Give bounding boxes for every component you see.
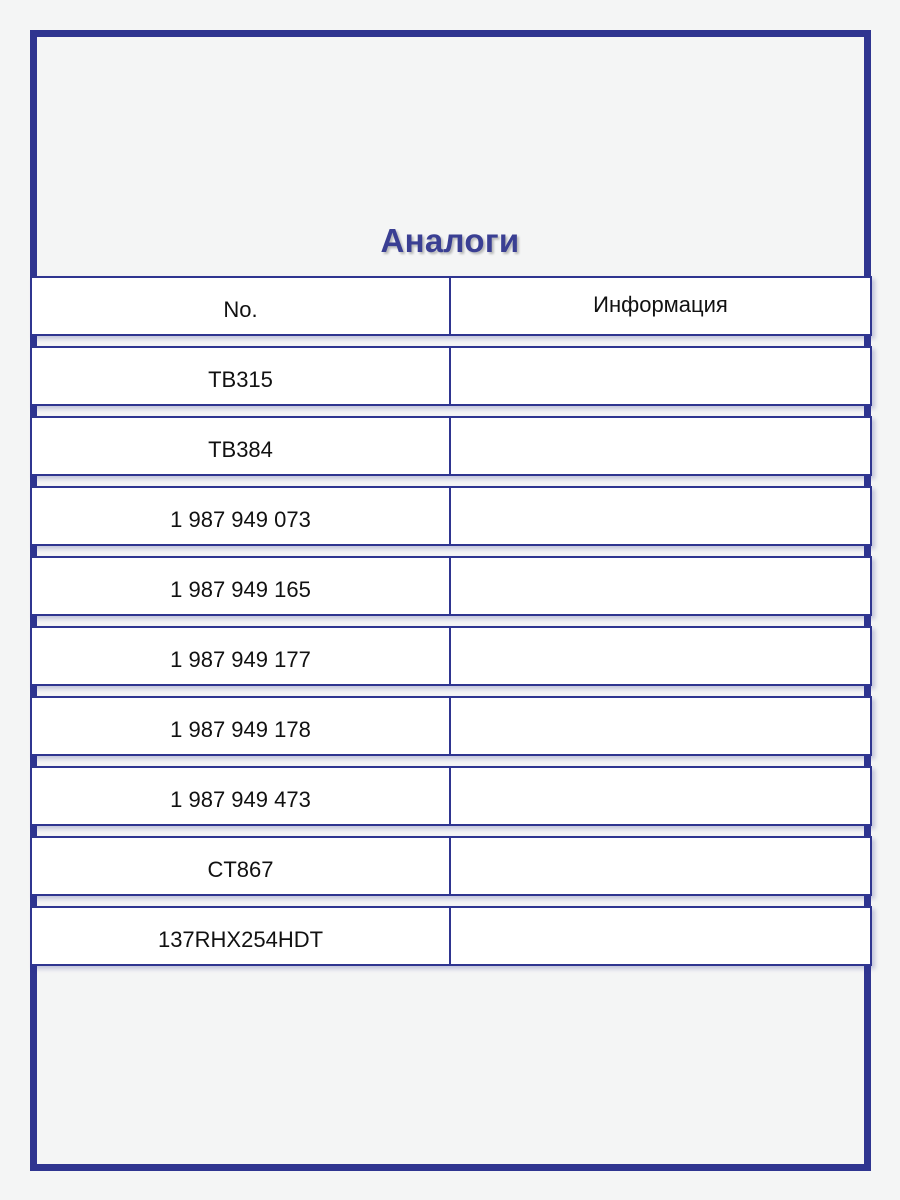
info-cell (451, 418, 870, 474)
table-row (30, 766, 872, 826)
info-cell (451, 768, 870, 824)
table-row (30, 556, 872, 616)
table-row (30, 836, 872, 896)
column-header-no: No. (32, 278, 451, 334)
info-cell (451, 698, 870, 754)
part-number-cell: 1 987 949 073 (32, 488, 451, 544)
info-cell (451, 908, 870, 964)
info-cell (451, 558, 870, 614)
info-cell (451, 348, 870, 404)
part-number-cell: 137RHX254HDT (32, 908, 451, 964)
table-row (30, 346, 872, 406)
part-number-cell: 1 987 949 177 (32, 628, 451, 684)
table-row (30, 906, 872, 966)
table-header-row (30, 276, 872, 336)
part-number-cell: TB384 (32, 418, 451, 474)
info-cell (451, 838, 870, 894)
table-row (30, 696, 872, 756)
part-number-cell: CT867 (32, 838, 451, 894)
table-row (30, 486, 872, 546)
part-number-cell: 1 987 949 473 (32, 768, 451, 824)
info-cell (451, 488, 870, 544)
table-row (30, 626, 872, 686)
column-header-info: Информация (593, 292, 728, 317)
part-number-cell: 1 987 949 178 (32, 698, 451, 754)
part-number-cell: TB315 (32, 348, 451, 404)
info-cell (451, 628, 870, 684)
page-title: Аналоги (380, 222, 520, 259)
table-row (30, 416, 872, 476)
part-number-cell: 1 987 949 165 (32, 558, 451, 614)
analogs-table (30, 276, 872, 976)
